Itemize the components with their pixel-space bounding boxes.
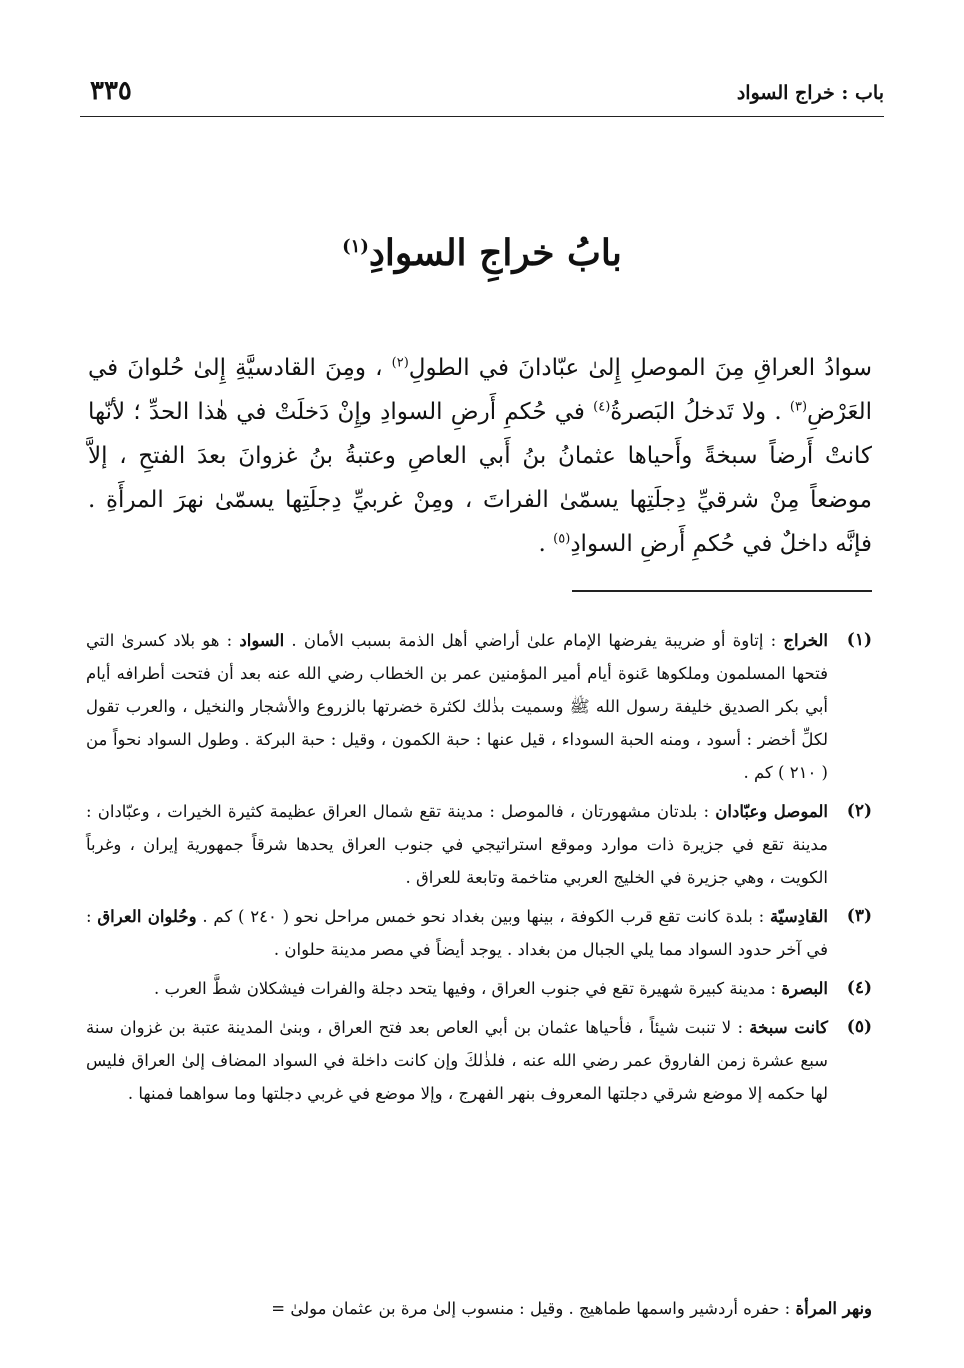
footnote-term-2: وحُلوان العراق: [97, 907, 197, 926]
footnote-ref-5: (٥): [553, 531, 571, 547]
body-text-3: . ولا تَدخلُ البَصرةُ: [610, 399, 790, 425]
footnote-ref-4: (٤): [593, 399, 611, 415]
footnote-1: [86, 624, 872, 789]
footnote-term: كانت سبخة: [749, 1018, 828, 1037]
running-title: باب : خراج السواد: [736, 82, 884, 104]
chapter-title-footnote-ref: (١): [342, 236, 369, 257]
footnote-ref-2: (٢): [391, 355, 409, 371]
footnote-separator: [572, 590, 872, 592]
footnote-body: : مدينة كبيرة شهيرة تقع في جنوب العراق ، وفيها يتحد دجلة والفرات فيشكلان شطَّ العرب .: [154, 979, 782, 998]
footnote-text: [86, 1011, 828, 1110]
body-text-1: سوادُ العراقِ مِنَ الموصلِ إِلىٰ عبّادانَ في الطولِ: [408, 355, 872, 381]
footnote-term-2: السواد: [239, 631, 285, 650]
footnote-body-2: : هو بلاد كسرىٰ التي فتحها المسلمون وملكوها عَنوة أيام أمير المؤمنين عمر بن الخطاب رضي الله عنه بعد أن فتحت أطرافه أيام أبي بكر الصديق خليفة رسول الله ﷺ وسميت بذٰلك لكثرة خضرتها بالزروع والأشجار والنخيل ، والعرب تقول لكلِّ أخضر : أسود ، ومنه الحبة السوداء ، قيل عنها : حبة الكمون ، وقيل : حبة البركة . وطول السواد نحواً من ( ٢١٠ ) كم .: [86, 631, 828, 782]
page-number: ٣٣٥: [90, 76, 132, 106]
footnotes: [86, 624, 872, 1116]
footnote-text: [86, 972, 828, 1005]
footnote-term: البصرة: [781, 979, 828, 998]
footnote-term: الخراج: [783, 631, 828, 650]
body-text-2: ، ومِنَ القادسيَّةِ إِلىٰ حُلوانَ في العَرْضِ: [88, 355, 873, 425]
chapter-title-text: بابُ خراجِ السوادِ: [368, 232, 622, 274]
footnote-number: (٢): [846, 801, 872, 821]
chapter-title: [80, 232, 884, 274]
footnote-text: [86, 624, 828, 789]
footnote-5: [86, 1011, 872, 1110]
footnote-3: [86, 900, 872, 966]
footnote-body: : إتاوة أو ضريبة يفرضها الإمام علىٰ أراضي أهل الذمة بسبب الأمان .: [284, 631, 784, 650]
footnote-term: الموصل وعبّادان: [715, 802, 828, 821]
footnote-4: [86, 972, 872, 1005]
footnote-number: (٣): [846, 906, 872, 926]
footnote-continuation-term: ونهر المرأة: [795, 1299, 872, 1318]
footnote-continuation: [86, 1292, 872, 1325]
footnote-number: (٥): [846, 1017, 872, 1037]
footnote-continuation-text: : حفره أردشير واسمها طماهيج . وقيل : منسوب إلىٰ مرة بن عثمان مولىٰ =: [271, 1299, 796, 1318]
main-paragraph: [88, 346, 872, 566]
footnote-body: : بلدة كانت تقع قرب الكوفة ، بينها وبين بغداد نحو خمس مراحل نحو ( ٢٤٠ ) كم .: [196, 907, 771, 926]
running-header: [80, 76, 884, 117]
footnote-text: [86, 900, 828, 966]
body-text-4: في حُكمِ أَرضِ السوادِ وإِنْ دَخلَتْ في هٰذا الحدِّ ؛ لأنّها كانتْ أَرضاً سبخةً وأَحياها عثمانُ بنُ أَبي العاصِ وعتبةُ بنُ غزوانَ بعدَ الفتحِ ، إلاَّ موضعاً مِنْ شرقيِّ دِجلَتِها يسمّىٰ الفراتَ ، ومِنْ غربيِّ دِجلَتِها يسمّىٰ نهرَ المرأَةِ . فإنَّه داخلٌ في حُكمِ أَرضِ السوادِ: [88, 399, 872, 557]
footnote-body-2: : في آخر حدود السواد مما يلي الجبال من بغداد . يوجد أيضاً في مصر مدينة حلوان .: [86, 907, 828, 959]
footnote-number: (٤): [846, 978, 872, 998]
footnote-2: [86, 795, 872, 894]
footnote-term: القادِسيّة: [770, 907, 829, 926]
body-text-5: .: [538, 531, 554, 557]
footnote-body: : بلدتان مشهورتان ، فالموصل : مدينة تقع شمال العراق عظيمة كثيرة الخيرات ، وعبّادان : مدينة تقع في جزيرة ذات موارد وموقع استراتيجي في جنوب العراق يحدها شرقاً جمهورية إيران ، وغرباً الكويت ، وهي جزيرة في الخليج العربي متاخمة وتابعة للعراق .: [86, 802, 828, 887]
footnote-body: : لا تنبت شيئاً ، فأحياها عثمان بن أبي العاص بعد فتح العراق ، وبنىٰ المدينة عتبة بن غزوان سنة سبع عشرة زمن الفاروق عمر رضي الله عنه ، فلذٰلكَ وإن كانت داخلة في السواد المضاف إلىٰ العراق فليس لها حكمه إلا موضع شرقي دجلتها المعروف بنهر الفهرج ، وإلا موضع في غربي دجلتها وما سواهما فمنها .: [86, 1018, 828, 1103]
footnote-number: (١): [846, 630, 872, 650]
footnote-text: [86, 795, 828, 894]
footnote-ref-3: (٣): [789, 399, 808, 415]
